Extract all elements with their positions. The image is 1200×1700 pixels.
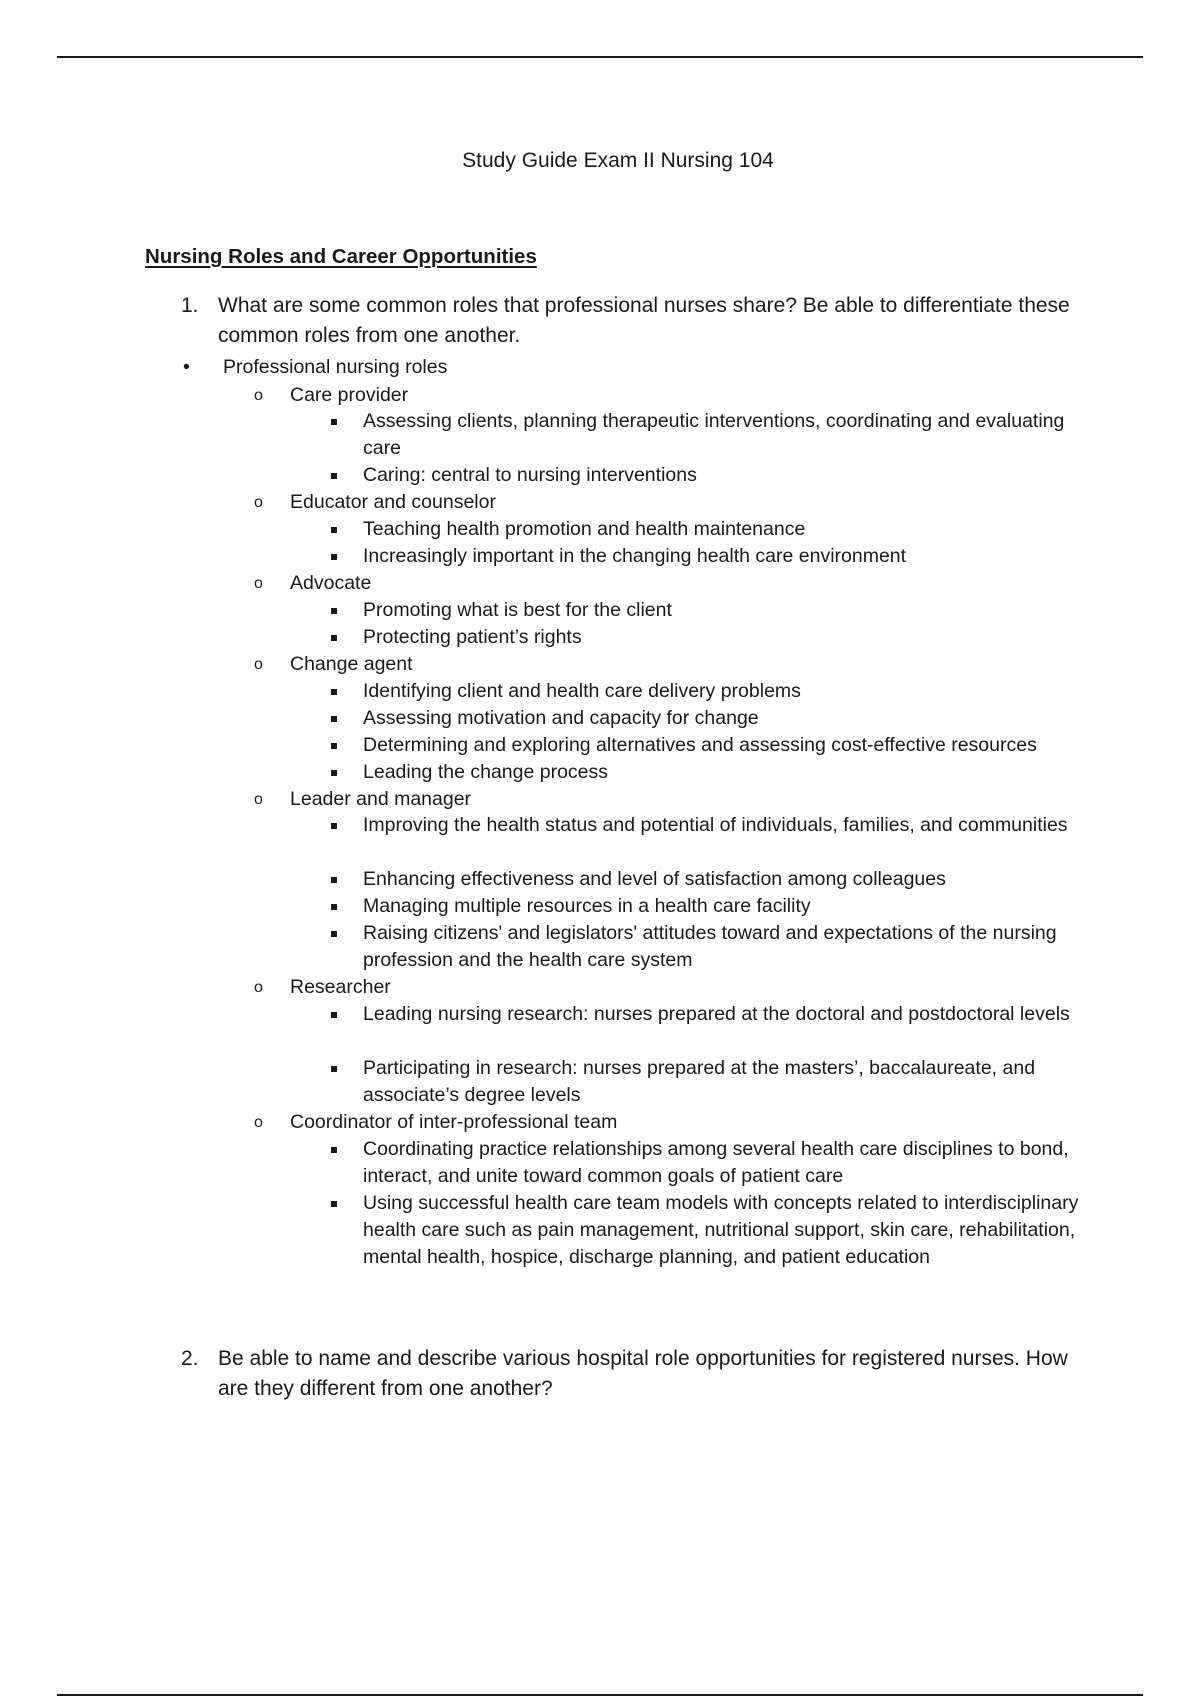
role-name: Leader and manager <box>290 788 472 810</box>
role-point <box>363 462 1083 489</box>
circle-bullet-icon: o <box>254 387 263 404</box>
square-bullet-icon <box>331 823 337 829</box>
square-bullet-icon <box>331 1066 337 1072</box>
role-heading <box>254 651 413 678</box>
role-point <box>363 759 1083 786</box>
square-bullet-icon <box>331 554 337 560</box>
role-point <box>363 1001 1083 1028</box>
role-heading <box>254 489 496 516</box>
role-point <box>363 812 1083 839</box>
bottom-rule <box>57 1694 1143 1696</box>
role-point-text: Leading the change process <box>363 761 609 783</box>
circle-bullet-icon: o <box>254 979 263 996</box>
role-point-text: Teaching health promotion and health maintenance <box>363 518 806 540</box>
role-point-text: Improving the health status and potential of individuals, families, and communities <box>363 814 1068 836</box>
role-point-text: Managing multiple resources in a health care facility <box>363 895 811 917</box>
role-point-text: Assessing motivation and capacity for change <box>363 707 759 729</box>
role-name: Change agent <box>290 653 413 675</box>
role-name: Care provider <box>290 384 409 406</box>
role-point-text: Increasingly important in the changing health care environment <box>363 545 907 567</box>
role-point <box>363 597 1083 624</box>
question-2 <box>181 1344 1088 1404</box>
role-point-text: Determining and exploring alternatives and assessing cost-effective resources <box>363 734 1037 756</box>
square-bullet-icon <box>331 1012 337 1018</box>
role-heading <box>254 786 472 813</box>
role-point <box>363 543 1083 570</box>
square-bullet-icon <box>331 689 337 695</box>
role-heading <box>254 382 409 409</box>
role-point <box>363 1055 1083 1109</box>
role-heading <box>254 570 372 597</box>
question-1 <box>181 291 1088 351</box>
square-bullet-icon <box>331 904 337 910</box>
role-name: Educator and counselor <box>290 491 496 513</box>
role-point-text: Protecting patient’s rights <box>363 626 582 648</box>
square-bullet-icon <box>331 877 337 883</box>
role-point-text: Enhancing effectiveness and level of satisfaction among colleagues <box>363 868 946 890</box>
role-point-text: Promoting what is best for the client <box>363 599 672 621</box>
role-heading <box>254 974 391 1001</box>
square-bullet-icon <box>331 635 337 641</box>
circle-bullet-icon: o <box>254 791 263 808</box>
square-bullet-icon <box>331 527 337 533</box>
square-bullet-icon <box>331 1201 337 1207</box>
square-bullet-icon <box>331 716 337 722</box>
question-text: Be able to name and describe various hospital role opportunities for registered nurses. How are they different from one another? <box>218 1347 1068 1400</box>
question-number: 2. <box>181 1347 199 1370</box>
role-point <box>363 408 1083 462</box>
square-bullet-icon <box>331 473 337 479</box>
role-point-text: Assessing clients, planning therapeutic interventions, coordinating and evaluating care <box>363 410 1065 459</box>
role-point <box>363 1190 1083 1271</box>
role-point <box>363 705 1083 732</box>
role-point <box>363 516 1083 543</box>
square-bullet-icon <box>331 419 337 425</box>
role-point <box>363 732 1083 759</box>
role-point-text: Raising citizens' and legislators' attitudes toward and expectations of the nursing profession and the health care system <box>363 922 1057 971</box>
circle-bullet-icon: o <box>254 1114 263 1131</box>
page-title: Study Guide Exam II Nursing 104 <box>462 149 774 172</box>
bullet-icon: • <box>183 356 190 378</box>
circle-bullet-icon: o <box>254 494 263 511</box>
role-point-text: Participating in research: nurses prepared at the masters’, baccalaureate, and associate’s degree levels <box>363 1057 1036 1106</box>
square-bullet-icon <box>331 608 337 614</box>
role-point <box>363 920 1083 974</box>
role-point <box>363 624 1083 651</box>
role-point-text: Identifying client and health care delivery problems <box>363 680 801 702</box>
list-item-label: Professional nursing roles <box>223 356 448 378</box>
role-heading <box>254 1109 618 1136</box>
role-name: Coordinator of inter-professional team <box>290 1111 618 1133</box>
square-bullet-icon <box>331 1147 337 1153</box>
circle-bullet-icon: o <box>254 656 263 673</box>
role-point <box>363 1136 1083 1190</box>
square-bullet-icon <box>331 931 337 937</box>
circle-bullet-icon: o <box>254 575 263 592</box>
role-name: Advocate <box>290 572 372 594</box>
role-name: Researcher <box>290 976 391 998</box>
question-number: 1. <box>181 294 199 317</box>
section-heading: Nursing Roles and Career Opportunities <box>145 245 537 268</box>
role-point-text: Leading nursing research: nurses prepared at the doctoral and postdoctoral levels <box>363 1003 1070 1025</box>
top-rule <box>57 56 1143 58</box>
role-point <box>363 893 1083 920</box>
role-point <box>363 678 1083 705</box>
role-point-text: Using successful health care team models with concepts related to interdisciplinary health care such as pain management, nutritional support, skin care, rehabilitation, mental health, hospice, discharge planning, and patient education <box>363 1192 1079 1268</box>
square-bullet-icon <box>331 770 337 776</box>
role-point <box>363 866 1083 893</box>
square-bullet-icon <box>331 743 337 749</box>
role-point-text: Coordinating practice relationships among several health care disciplines to bond, interact, and unite toward common goals of patient care <box>363 1138 1069 1187</box>
role-point-text: Caring: central to nursing interventions <box>363 464 697 486</box>
question-text: What are some common roles that professional nurses share? Be able to differentiate these common roles from one another. <box>218 294 1070 347</box>
